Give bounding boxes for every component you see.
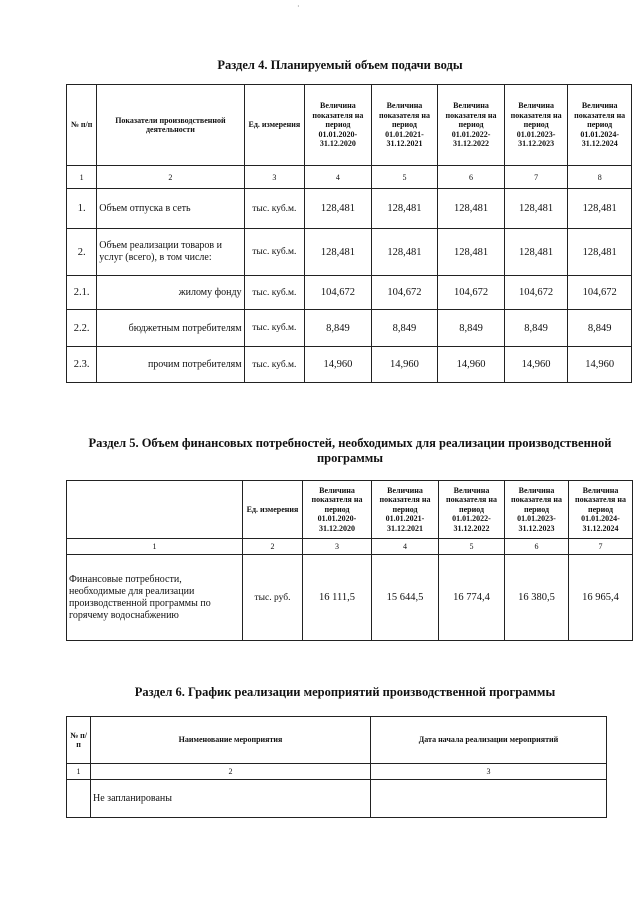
header-period: Величина показателя на период 01.01.2021-31.12.2021 <box>372 481 439 539</box>
row-name: жилому фонду <box>97 276 244 310</box>
table-row <box>67 229 632 276</box>
row-value: 104,672 <box>504 276 568 310</box>
row-value: 16 965,4 <box>569 555 633 641</box>
section4-table <box>66 84 632 383</box>
section6-table <box>66 716 607 818</box>
column-number: 4 <box>372 539 439 555</box>
row-value: 16 380,5 <box>505 555 569 641</box>
section5-table <box>66 480 633 641</box>
column-number: 5 <box>439 539 505 555</box>
column-number: 6 <box>438 166 505 189</box>
row-name: Финансовые потребности, необходимые для реализации производственной программы по горячему водоснабжению <box>67 555 243 641</box>
table-row <box>67 189 632 229</box>
column-number-row <box>67 764 607 780</box>
header-period: Величина показателя на период 01.01.2020-31.12.2020 <box>303 481 372 539</box>
column-number-row <box>67 166 632 189</box>
column-number: 7 <box>504 166 568 189</box>
table-header-row <box>67 481 633 539</box>
column-number: 2 <box>91 764 371 780</box>
column-number-row <box>67 539 633 555</box>
row-num <box>67 780 91 818</box>
table-row <box>67 780 607 818</box>
table-header-row <box>67 717 607 764</box>
row-num: 2.2. <box>67 310 97 347</box>
row-value: 8,849 <box>504 310 568 347</box>
row-name: Объем отпуска в сеть <box>97 189 244 229</box>
header-period: Величина показателя на период 01.01.2020-31.12.2020 <box>305 85 372 166</box>
column-number: 2 <box>97 166 244 189</box>
row-num: 2.3. <box>67 347 97 383</box>
header-period: Величина показателя на период 01.01.2023-31.12.2023 <box>505 481 569 539</box>
row-value: 128,481 <box>438 229 505 276</box>
row-value: 104,672 <box>305 276 372 310</box>
row-value: 104,672 <box>568 276 632 310</box>
row-value: 14,960 <box>438 347 505 383</box>
table-row <box>67 276 632 310</box>
header-period: Величина показателя на период 01.01.2024-31.12.2024 <box>568 85 632 166</box>
table-row <box>67 310 632 347</box>
scan-mark: · <box>297 2 300 11</box>
header-num: № п/п <box>67 717 91 764</box>
column-number: 3 <box>371 764 607 780</box>
table-header-row <box>67 85 632 166</box>
row-unit: тыс. куб.м. <box>244 310 305 347</box>
row-value: 8,849 <box>371 310 438 347</box>
row-num: 1. <box>67 189 97 229</box>
table-row <box>67 555 633 641</box>
row-value: 128,481 <box>438 189 505 229</box>
row-unit: тыс. куб.м. <box>244 347 305 383</box>
column-number: 3 <box>244 166 305 189</box>
column-number: 7 <box>569 539 633 555</box>
column-number: 5 <box>371 166 438 189</box>
row-value: 128,481 <box>568 189 632 229</box>
row-unit: тыс. куб.м. <box>244 276 305 310</box>
row-name: прочим потребителям <box>97 347 244 383</box>
row-date <box>371 780 607 818</box>
row-unit: тыс. руб. <box>243 555 303 641</box>
row-value: 128,481 <box>371 229 438 276</box>
section5-title: Раздел 5. Объем финансовых потребностей, необходимых для реализации производственной программы <box>88 436 612 465</box>
row-value: 128,481 <box>568 229 632 276</box>
column-number: 6 <box>505 539 569 555</box>
header-unit: Ед. измерения <box>243 481 303 539</box>
row-value: 16 774,4 <box>439 555 505 641</box>
column-number: 4 <box>305 166 372 189</box>
header-num: № п/п <box>67 85 97 166</box>
section6-title: Раздел 6. График реализации мероприятий производственной программы <box>134 685 556 699</box>
row-value: 14,960 <box>371 347 438 383</box>
row-value: 8,849 <box>438 310 505 347</box>
row-value: 16 111,5 <box>303 555 372 641</box>
header-indicator: Показатели производственной деятельности <box>97 85 244 166</box>
header-period: Величина показателя на период 01.01.2023-31.12.2023 <box>504 85 568 166</box>
header-date: Дата начала реализации мероприятий <box>371 717 607 764</box>
row-value: 8,849 <box>305 310 372 347</box>
row-value: 15 644,5 <box>372 555 439 641</box>
row-value: 8,849 <box>568 310 632 347</box>
row-value: 104,672 <box>371 276 438 310</box>
row-num: 2.1. <box>67 276 97 310</box>
header-period: Величина показателя на период 01.01.2022-31.12.2022 <box>438 85 505 166</box>
header-unit: Ед. измерения <box>244 85 305 166</box>
row-value: 128,481 <box>305 229 372 276</box>
row-num: 2. <box>67 229 97 276</box>
row-value: 14,960 <box>305 347 372 383</box>
column-number: 1 <box>67 764 91 780</box>
row-name: Объем реализации товаров и услуг (всего), в том числе: <box>97 229 244 276</box>
header-empty <box>67 481 243 539</box>
row-value: 128,481 <box>504 229 568 276</box>
row-value: 128,481 <box>504 189 568 229</box>
row-value: 128,481 <box>371 189 438 229</box>
column-number: 3 <box>303 539 372 555</box>
row-value: 14,960 <box>504 347 568 383</box>
row-value: 128,481 <box>305 189 372 229</box>
header-period: Величина показателя на период 01.01.2021-31.12.2021 <box>371 85 438 166</box>
header-period: Величина показателя на период 01.01.2022-31.12.2022 <box>439 481 505 539</box>
row-unit: тыс. куб.м. <box>244 189 305 229</box>
row-name: бюджетным потребителям <box>97 310 244 347</box>
row-name: Не запланированы <box>91 780 371 818</box>
column-number: 2 <box>243 539 303 555</box>
table-row <box>67 347 632 383</box>
header-name: Наименование мероприятия <box>91 717 371 764</box>
column-number: 1 <box>67 539 243 555</box>
row-unit: тыс. куб.м. <box>244 229 305 276</box>
row-value: 14,960 <box>568 347 632 383</box>
header-period: Величина показателя на период 01.01.2024-31.12.2024 <box>569 481 633 539</box>
section4-title: Раздел 4. Планируемый объем подачи воды <box>217 58 463 72</box>
column-number: 1 <box>67 166 97 189</box>
row-value: 104,672 <box>438 276 505 310</box>
column-number: 8 <box>568 166 632 189</box>
